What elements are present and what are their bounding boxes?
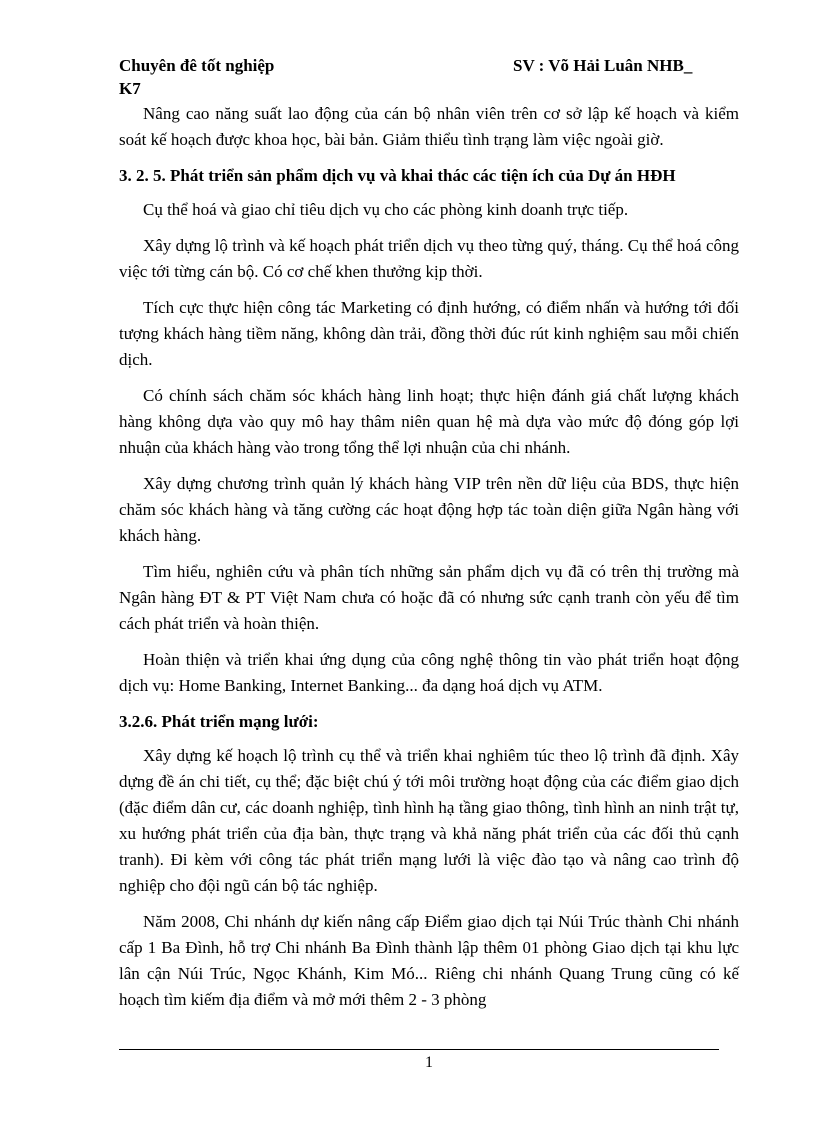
paragraph: Xây dựng lộ trình và kế hoạch phát triển dịch vụ theo từng quý, tháng. Cụ thể hoá công việc tới từng cán bộ. Có cơ chế khen thưởng kịp thời. — [119, 236, 739, 281]
document-body — [119, 101, 739, 1023]
page-number: 1 — [425, 1054, 433, 1071]
paragraph: Cụ thể hoá và giao chỉ tiêu dịch vụ cho các phòng kinh doanh trực tiếp. — [143, 200, 629, 219]
paragraph: Xây dựng kế hoạch lộ trình cụ thể và triển khai nghiêm túc theo lộ trình đã định. Xây dựng đề án chi tiết, cụ thể; đặc biệt chú ý tới môi trường hoạt động của các điểm giao dịch (đặc điểm dân cư, các doanh nghiệp, tình hình hạ tầng giao thông, tình hình an ninh trật tự, xu hướng phát triển của địa bàn, thực trạng và khả năng phát triển của các đối thủ cạnh tranh). Đi kèm với công tác phát triển mạng lưới là việc đào tạo và nâng cao trình độ nghiệp cho đội ngũ cán bộ tác nghiệp. — [119, 746, 739, 895]
header-title: Chuyên đê tốt nghiệp — [119, 56, 275, 75]
paragraph: Hoàn thiện và triển khai ứng dụng của công nghệ thông tin vào phát triển hoạt động dịch vụ: Home Banking, Internet Banking... đa dạng hoá dịch vụ ATM. — [119, 650, 739, 695]
header-author: SV : Võ Hải Luân NHB_ — [513, 56, 693, 75]
paragraph: Năm 2008, Chi nhánh dự kiến nâng cấp Điểm giao dịch tại Núi Trúc thành Chi nhánh cấp 1 Ba Đình, hỗ trợ Chi nhánh Ba Đình thành lập thêm 01 phòng Giao dịch tại khu lực lân cận Núi Trúc, Ngọc Khánh, Kim Mó... Riêng chi nhánh Quang Trung cũng có kế hoạch tìm kiếm địa điểm và mở mới thêm 2 - 3 phòng — [119, 912, 739, 1009]
paragraph: Tìm hiểu, nghiên cứu và phân tích những sản phẩm dịch vụ đã có trên thị trường mà Ngân hàng ĐT & PT Việt Nam chưa có hoặc đã có nhưng sức cạnh tranh còn yếu để tìm cách phát triển và hoàn thiện. — [119, 562, 739, 633]
paragraph: Nâng cao năng suất lao động của cán bộ nhân viên trên cơ sở lập kế hoạch và kiểm soát kế hoạch được khoa học, bài bản. Giảm thiểu tình trạng làm việc ngoài giờ. — [119, 104, 739, 149]
section-heading: 3. 2. 5. Phát triển sản phẩm dịch vụ và khai thác các tiện ích của Dự án HĐH — [119, 166, 676, 185]
paragraph: Xây dựng chương trình quản lý khách hàng VIP trên nền dữ liệu của BDS, thực hiện chăm sóc khách hàng và tăng cường các hoạt động hợp tác toàn diện giữa Ngân hàng với khách hàng. — [119, 474, 739, 545]
section-heading: 3.2.6. Phát triển mạng lưới: — [119, 712, 319, 731]
paragraph: Có chính sách chăm sóc khách hàng linh hoạt; thực hiện đánh giá chất lượng khách hàng không dựa vào quy mô hay thâm niên quan hệ mà dựa vào mức độ đóng góp lợi nhuận của khách hàng vào trong tổng thể lợi nhuận của chi nhánh. — [119, 386, 739, 457]
paragraph: Tích cực thực hiện công tác Marketing có định hướng, có điểm nhấn và hướng tới đối tượng khách hàng tiềm năng, không dàn trải, đồng thời đúc rút kinh nghiệm sau mỗi chiến dịch. — [119, 298, 739, 369]
header-author-continued: K7 — [119, 79, 141, 98]
footer-divider — [119, 1049, 719, 1050]
